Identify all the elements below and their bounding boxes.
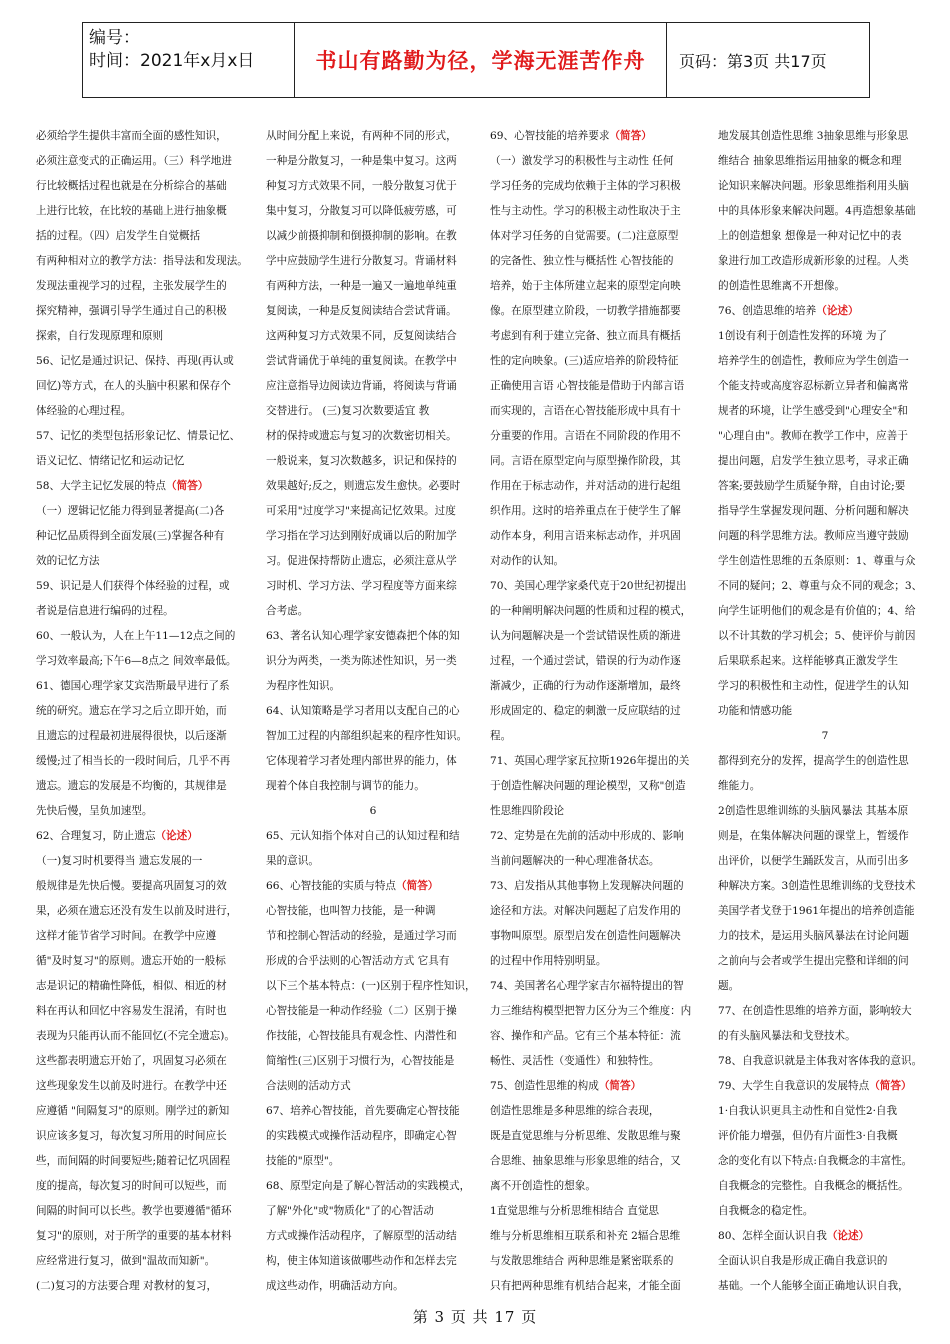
text-line: 种解决方案。3创造性思维训练的戈登技术 [718, 880, 916, 892]
text-line: 67、培养心智技能，首先要确定心智技能 [266, 1105, 460, 1117]
question-type-tag: （论述） [826, 1230, 870, 1242]
text-line: 培养学生的创造性，教师应为学生创造一 [718, 355, 909, 367]
text-line: 节和控制心智活动的经验，是通过学习而 [266, 930, 457, 942]
text-line: 认为问题解决是一个尝试错误性质的渐进 [490, 630, 681, 642]
text-line: 60、一般认为，人在上午11—12点之间的 [36, 630, 236, 642]
text-line: （一）逻辑记忆能力得到显著提高(二)各 [36, 505, 225, 517]
text-line: 指导学生掌握发现问题、分析问题和解决 [718, 505, 909, 517]
text-line: 这样才能节省学习时间。在教学中应遵 [36, 930, 217, 942]
text-line: 动作本身，利用言语来标志动作，并巩固 [490, 530, 681, 542]
text-line: 的过程中作用特别明显。 [490, 955, 607, 967]
text-line: 度的提高，每次复习的时间可以短些，而 [36, 1180, 227, 1192]
text-line: 这些都表明遗忘开始了，巩固复习必须在 [36, 1055, 227, 1067]
text-line: 65、元认知指个体对自己的认知过程和结 [266, 830, 460, 842]
question-type-tag: （论述） [816, 305, 859, 317]
text-line: 成这些动作，明确活动方向。 [266, 1280, 404, 1292]
text-line: 交替进行。 (三)复习次数要适宜 教 [266, 405, 430, 417]
text-line: 有两种相对立的教学方法：指导法和发现法。 [36, 255, 248, 267]
text-line: 论知识来解决问题。形象思维指利用头脑 [718, 180, 909, 192]
text-line: 当前问题解决的一种心理准备状态。 [490, 855, 660, 867]
text-line: 方式或操作活动程序，了解原型的活动结 [266, 1230, 457, 1242]
text-line: 先快后慢，呈负加速型。 [36, 805, 153, 817]
text-line: 答案;要鼓励学生质疑争辩，自由讨论;要 [718, 480, 906, 492]
text-line: 心智技能，也叫智力技能，是一种调 [266, 905, 436, 917]
text-line: 学中应鼓励学生进行分散复习。背诵材料 [266, 255, 457, 267]
text-line: 必须注意变式的正确运用。（三）科学地进 [36, 155, 232, 167]
text-line: 可采用"过度学习"来提高记忆效果。过度 [266, 505, 456, 517]
text-line: 上的创造想象 想像是一种对记忆中的表 [718, 230, 902, 242]
document-date-label: 时间：2021年x月x日 [89, 51, 255, 71]
text-line: 它体现着学习者处理内部世界的能力，体 [266, 755, 457, 767]
text-line: 技能的"原型"。 [266, 1155, 340, 1167]
text-line: 表现为只能再认而不能回忆(不完全遗忘)。 [36, 1030, 235, 1042]
text-line: 58、大学主记忆发展的特点（简答） [36, 480, 209, 492]
text-line: 种复习方式效果不同，一般分散复习优于 [266, 180, 457, 192]
text-line: 作用在于标志动作，并对活动的进行起组 [490, 480, 681, 492]
text-line: 料在再认和回忆中容易发生混淆，有时也 [36, 1005, 227, 1017]
text-line: (二)复习的方法要合理 对教材的复习， [36, 1280, 218, 1292]
text-line: 体对学习任务的自觉需要。(二)注意原型 [490, 230, 679, 242]
text-line: 应经常进行复习，做到"温故而知新"。 [36, 1255, 216, 1267]
text-line: 分重要的作用。言语在不同阶段的作用不 [490, 430, 681, 442]
text-column-2 [266, 124, 480, 1299]
text-line: 学生创造性思维的五条原则：1、尊重与众 [718, 555, 916, 567]
text-line: 的创造性思维离不开想像。 [718, 280, 846, 292]
header-meta [83, 23, 295, 97]
text-line: 间隔的时间可以长些。教学也要遵循"循环 [36, 1205, 232, 1217]
text-line: 心智技能是一种动作经验（二）区别于操 [266, 1005, 457, 1017]
text-line: 念的变化有以下特点:自我概念的丰富性。 [718, 1155, 913, 1167]
text-line: 习。促进保持帮防止遗忘，必须注意从学 [266, 555, 457, 567]
text-line: 这两种复习方式效果不同，反复阅读结合 [266, 330, 457, 342]
text-line: 62、合理复习，防止遗忘（论述） [36, 830, 198, 842]
text-line: 既是直觉思维与分析思维、发散思维与聚 [490, 1130, 681, 1142]
text-line: 统的研究。遗忘在学习之后立即开始，而 [36, 705, 227, 717]
text-line: 61、德国心理学家艾宾浩斯最早进行了系 [36, 680, 230, 692]
text-line: 有两种方法，一种是一遍又一遍地单纯重 [266, 280, 457, 292]
text-line: 功能和情感功能 [718, 705, 793, 717]
text-line: 合考虑。 [266, 605, 309, 617]
text-line: 行比较概括过程也就是在分析综合的基础 [36, 180, 227, 192]
text-line: 地发展其创造性思维 3抽象思维与形象思 [718, 130, 909, 142]
text-line: （一）激发学习的积极性与主动性 任何 [490, 155, 674, 167]
text-column-1 [36, 124, 250, 1299]
text-line: 果，必须在遗忘还没有发生以前及时进行， [36, 905, 238, 917]
text-line: 只有把两种思维有机结合起来，才能全面 [490, 1280, 681, 1292]
text-line: 事物叫原型。原型启发在创造性问题解决 [490, 930, 681, 942]
text-line: 基础。一个人能够全面正确地认识自我， [718, 1280, 909, 1292]
text-line: 出评价，以便学生踊跃发言，从而引出多 [718, 855, 909, 867]
text-line: 73、启发指从其他事物上发现解决问题的 [490, 880, 684, 892]
text-line: 性与主动性。学习的积极主动性取决于主 [490, 205, 681, 217]
text-line: 程。 [490, 730, 512, 742]
text-line: 64、认知策略是学习者用以支配自己的心 [266, 705, 460, 717]
text-line: 离不开创造性的想象。 [490, 1180, 596, 1192]
text-line: 括的过程。（四）启发学生自觉概括 [36, 230, 201, 242]
text-line: 象进行加工改造形成新形象的过程。人类 [718, 255, 909, 267]
question-type-tag: （简答） [166, 480, 209, 492]
text-line: 畅性、灵活性（变通性）和独特性。 [490, 1055, 660, 1067]
text-line: 果的意识。 [266, 855, 319, 867]
text-line: 以下三个基本特点：(一)区别于程序性知识， [266, 980, 476, 992]
text-line: 2创造性思维训练的头脑风暴法 其基本原 [718, 805, 909, 817]
text-line: 效的记忆方法 [36, 555, 100, 567]
text-line: 维与分析思维相互联系和补充 2辐合思维 [490, 1230, 681, 1242]
text-line: 上进行比较，在比较的基础上进行抽象概 [36, 205, 227, 217]
text-line: 72、定势是在先前的活动中形成的、影响 [490, 830, 684, 842]
text-line: 过程，一个通过尝试，错误的行为动作逐 [490, 655, 681, 667]
text-line: 提出问题，启发学生独立思考，寻求正确 [718, 455, 909, 467]
text-line: 探究精神，强调引导学生通过自己的积极 [36, 305, 227, 317]
text-line: 合法则的活动方式 [266, 1080, 351, 1092]
text-line: 维能力。 [718, 780, 761, 792]
text-line: 应遵循 "间隔复习"的原则。刚学过的新知 [36, 1105, 230, 1117]
text-line: 复阅读，一种是反复阅读结合尝试背诵。 [266, 305, 457, 317]
text-line: 一般说来，复习次数越多，识记和保持的 [266, 455, 457, 467]
text-line: 志是识记的精确性降低，相似、相近的材 [36, 980, 227, 992]
text-line: 现着个体自我控制与调节的能力。 [266, 780, 425, 792]
text-line: 的完备性、独立性与概括性 心智技能的 [490, 255, 674, 267]
text-line: 对动作的认知。 [490, 555, 565, 567]
text-line: 回忆)等方式，在人的头脑中积累和保存个 [36, 380, 231, 392]
text-line: 些，而间隔的时间要短些;随着记忆巩固程 [36, 1155, 231, 1167]
text-line: 语义记忆、情绪记忆和运动记忆 [36, 455, 185, 467]
text-line: 的有头脑风暴法和戈登技术。 [718, 1030, 856, 1042]
text-line: 缓慢;过了相当长的一段时间后，几乎不再 [36, 755, 231, 767]
text-line: 的一种阐明解决问题的性质和过程的模式， [490, 605, 692, 617]
text-line: 78、自我意识就是主体我对客体我的意识。 [718, 1055, 923, 1067]
header-page-number: 页码：第3页 共17页 [679, 51, 827, 71]
question-type-tag: （论述） [155, 830, 198, 842]
text-line: 效果越好;反之，则遗忘发生愈快。必要时 [266, 480, 461, 492]
text-line: 学习的积极性和主动性，促进学生的认知 [718, 680, 909, 692]
text-line: 形成固定的、稳定的刺激一反应联结的过 [490, 705, 681, 717]
text-line: 容、操作和产品。它有三个基本特征：流 [490, 1030, 681, 1042]
text-line: 必须给学生提供丰富而全面的感性知识， [36, 130, 227, 142]
text-line: 学习任务的完成均依赖于主体的学习积极 [490, 180, 681, 192]
text-line: 79、大学生自我意识的发展特点（简答） [718, 1080, 912, 1092]
text-line: 一种是分散复习，一种是集中复习。这两 [266, 155, 457, 167]
text-line: 力的技术，是运用头脑风暴法在讨论问题 [718, 930, 909, 942]
text-line: 创造性思维是多种思维的综合表现， [490, 1105, 660, 1117]
text-line: 尝试背诵优于单纯的重复阅读。在教学中 [266, 355, 457, 367]
question-type-tag: （简答） [869, 1080, 912, 1092]
text-line: 性的定向映象。(三)适应培养的阶段特征 [490, 355, 679, 367]
text-line: 问题的科学思维方法。教师应当遵守鼓励 [718, 530, 909, 542]
text-line: 77、在创造性思维的培养方面，影响较大 [718, 1005, 912, 1017]
text-line: 从时间分配上来说，有两种不同的形式， [266, 130, 457, 142]
text-line: 学习指在学习达到刚好成诵以后的附加学 [266, 530, 457, 542]
text-line: 应注意指导边阅读边背诵，将阅读与背诵 [266, 380, 457, 392]
text-line: 后果联系起来。这样能够真正激发学生 [718, 655, 899, 667]
text-column-3 [490, 124, 704, 1299]
text-line: 为程序性知识。 [266, 680, 341, 692]
text-line: 63、著名认知心理学家安德森把个体的知 [266, 630, 460, 642]
text-line: 种记忆品质得到全面发展(三)掌握各种有 [36, 530, 225, 542]
text-line: 自我概念的稳定性。 [718, 1205, 814, 1217]
text-line: 培养，始于主体所建立起来的原型定向映 [490, 280, 681, 292]
text-line: 智加工过程的内部组织起来的程序性知识。 [266, 730, 468, 742]
text-line: 作技能，心智技能具有观念性、内潜性和 [266, 1030, 457, 1042]
text-line: "心理自由"。教师在教学工作中，应善于 [718, 430, 908, 442]
page-footer: 第 3 页 共 17 页 [412, 1308, 538, 1326]
text-line: 习时机、学习方法、学习程度等方面来综 [266, 580, 457, 592]
text-line: 66、心智技能的实质与特点（简答） [266, 880, 439, 892]
question-type-tag: （简答） [609, 130, 652, 142]
text-line: 向学生证明他们的观念是有价值的；4、给 [718, 605, 916, 617]
text-line: 探索，自行发现原理和原则 [36, 330, 164, 342]
text-line: 集中复习，分散复习可以降低疲劳感，可 [266, 205, 457, 217]
text-line: 考虑到有利于建立完备、独立而具有概括 [490, 330, 681, 342]
text-line: 合思维、抽象思维与形象思维的结合，又 [490, 1155, 681, 1167]
text-line: 了解"外化"或"物质化"了的心智活动 [266, 1205, 434, 1217]
text-line: 学习效率最高;下午6—8点之 间效率最低。 [36, 655, 237, 667]
text-line: 这些现象发生以前及时进行。在教学中还 [36, 1080, 227, 1092]
page-header [82, 22, 870, 98]
text-line: 简缩性(三)区别于习惯行为，心智技能是 [266, 1055, 455, 1067]
text-line: 题。 [718, 980, 740, 992]
text-line: 美国学者戈登于1961年提出的培养创造能 [718, 905, 915, 917]
text-line: 般规律是先快后慢。要提高巩固复习的效 [36, 880, 227, 892]
text-line: 全面认识自我是形成正确自我意识的 [718, 1255, 888, 1267]
text-line: 与发散思维结合 两种思维是紧密联系的 [490, 1255, 674, 1267]
text-line: 1直觉思维与分析思维相结合 直觉思 [490, 1205, 660, 1217]
text-line: 6 [369, 805, 377, 817]
text-line: 以减少前摄抑制和倒摄抑制的影响。在教 [266, 230, 457, 242]
text-line: 维结合 抽象思维指运用抽象的概念和理 [718, 155, 902, 167]
text-line: 71、英国心理学家瓦拉斯1926年提出的关 [490, 755, 690, 767]
header-motto: 书山有路勤为径，学海无涯苦作舟 [295, 23, 667, 97]
text-line: 57、记忆的类型包括形象记忆、情景记忆、 [36, 430, 241, 442]
text-line: 途径和方法。对解决问题起了启发作用的 [490, 905, 681, 917]
text-line: 1·自我认识更具主动性和自觉性2·自我 [718, 1105, 898, 1117]
text-line: 以不计其数的学习机会；5、使评价与前因 [718, 630, 916, 642]
text-line: 性思维四阶段论 [490, 805, 565, 817]
text-line: 76、创造思维的培养（论述） [718, 305, 859, 317]
text-column-4 [718, 124, 932, 1299]
text-line: 自我概念的完整性。自我概念的概括性。 [718, 1180, 909, 1192]
text-line: 都得到充分的发挥，提高学生的创造性思 [718, 755, 909, 767]
text-line: 形成的合乎法则的心智活动方式 它具有 [266, 955, 450, 967]
text-line: 者说是信息进行编码的过程。 [36, 605, 174, 617]
text-line: 正确使用言语 心智技能是借助于内部言语 [490, 380, 685, 392]
text-line: 74、美国著名心理学家吉尔福特提出的智 [490, 980, 684, 992]
text-line: 1创设有利于创造性发挥的环境 为了 [718, 330, 888, 342]
text-line: 同。言语在原型定向与原型操作阶段，其 [490, 455, 681, 467]
text-line: 构，使主体知道该做哪些动作和怎样去完 [266, 1255, 457, 1267]
text-line: 75、创造性思维的构成（简答） [490, 1080, 642, 1092]
text-line: 则是，在集体解决问题的课堂上，暂缓作 [718, 830, 909, 842]
text-line: 70、美国心理学家桑代克于20世纪初提出 [490, 580, 687, 592]
text-line: 且遗忘的过程最初进展得很快，以后逐渐 [36, 730, 227, 742]
text-line: 识分为两类，一类为陈述性知识，另一类 [266, 655, 457, 667]
text-line: 68、原型定向是了解心智活动的实践模式， [266, 1180, 471, 1192]
text-line: （一)复习时机要得当 遗忘发展的一 [36, 855, 203, 867]
text-line: 于创造性解决问题的理论模型，又称"创造 [490, 780, 686, 792]
text-line: 材的保持或遗忘与复习的次数密切相关。 [266, 430, 457, 442]
text-line: 不同的疑问；2、尊重与众不同的观念；3、 [718, 580, 923, 592]
text-line: 中的具体形象来解决问题。4再造想象基础 [718, 205, 916, 217]
text-line: 复习"的原则，对于所学的重要的基本材料 [36, 1230, 232, 1242]
text-line: 个能支持或高度容忍标新立异者和偏离常 [718, 380, 909, 392]
text-line: 发现法重视学习的过程，主张发展学生的 [36, 280, 227, 292]
text-line: 像。在原型建立阶段，一切教学措施都要 [490, 305, 681, 317]
text-line: 循"及时复习"的原则。遗忘开始的一般标 [36, 955, 226, 967]
text-line: 织作用。这时的培养重点在于使学生了解 [490, 505, 681, 517]
text-line: 渐减少，正确的行为动作逐渐增加，最终 [490, 680, 681, 692]
text-line: 7 [821, 730, 829, 742]
text-line: 的实践模式或操作活动程序，即确定心智 [266, 1130, 457, 1142]
text-line: 而实现的，言语在心智技能形成中具有十 [490, 405, 681, 417]
text-line: 56、记忆是通过识记、保持、再现(再认或 [36, 355, 234, 367]
document-number-label: 编号： [89, 28, 140, 48]
text-line: 59、识记是人们获得个体经验的过程，或 [36, 580, 230, 592]
question-type-tag: （简答） [598, 1080, 642, 1092]
text-line: 之前向与会者或学生提出完整和详细的问 [718, 955, 909, 967]
text-line: 69、心智技能的培养要求（简答） [490, 130, 652, 142]
text-line: 80、怎样全面认识自我（论述） [718, 1230, 870, 1242]
text-line: 规者的环境，让学生感受到"心理安全"和 [718, 405, 908, 417]
text-line: 体经验的心理过程。 [36, 405, 132, 417]
text-line: 力三维结构模型把智力区分为三个维度：内 [490, 1005, 692, 1017]
text-line: 评价能力增强，但仍有片面性3·自我概 [718, 1130, 898, 1142]
question-type-tag: （简答） [396, 880, 439, 892]
text-line: 遗忘。遗忘的发展是不均衡的，其规律是 [36, 780, 227, 792]
text-line: 识应该多复习，每次复习所用的时间应长 [36, 1130, 227, 1142]
